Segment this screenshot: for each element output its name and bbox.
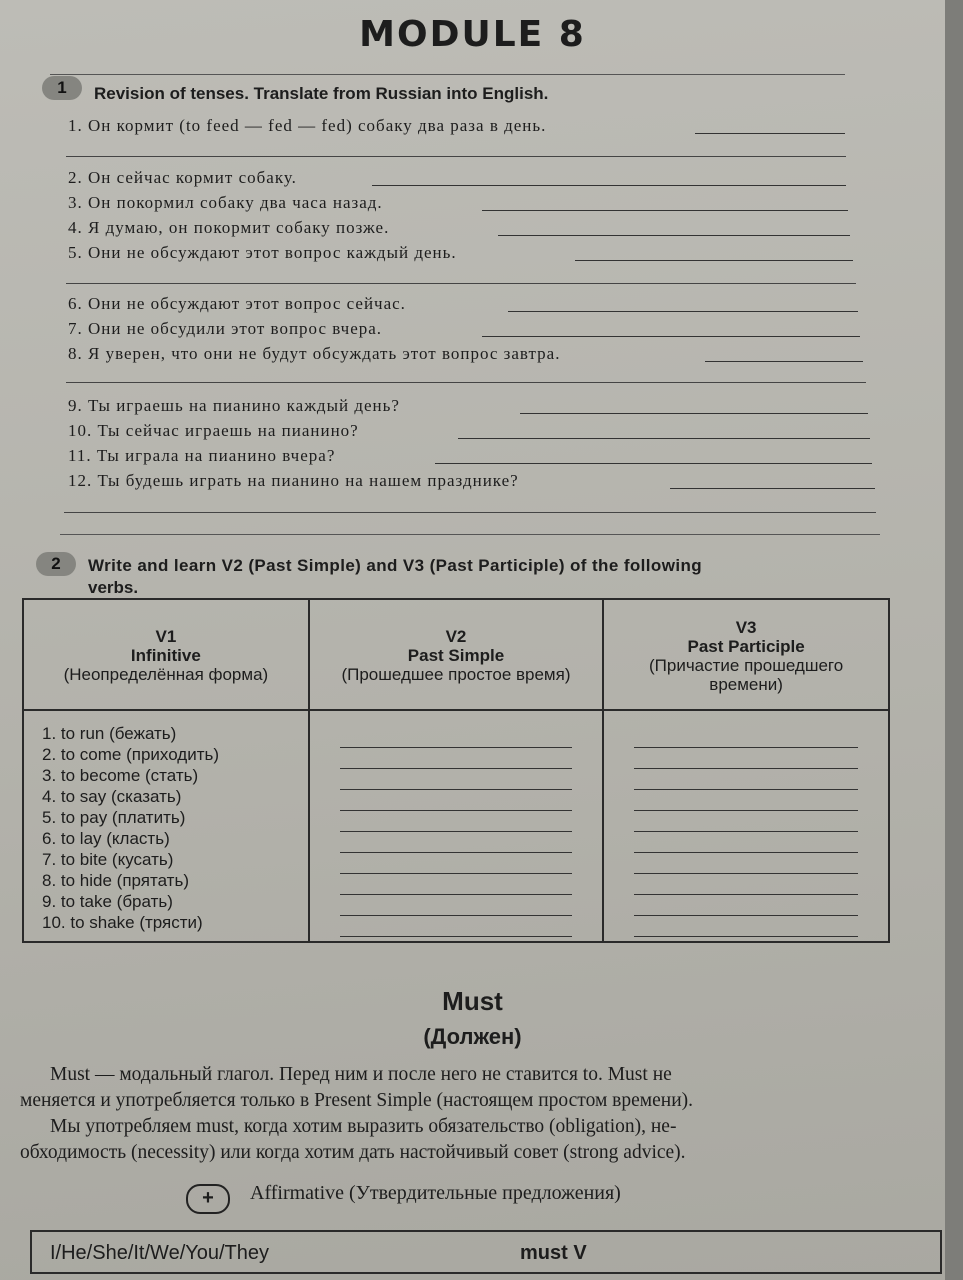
past-participle-column <box>603 710 889 942</box>
v2-blank[interactable] <box>340 811 572 832</box>
v2-blank[interactable] <box>340 916 572 937</box>
title-rule <box>50 74 845 75</box>
sentence-12: 12. Ты будешь играть на пианино на нашем празднике? <box>68 471 519 490</box>
column-v2-title: Past Simple <box>407 646 505 665</box>
answer-line-8[interactable] <box>705 361 863 362</box>
past-simple-column <box>309 710 603 942</box>
infinitive-column <box>23 710 309 942</box>
v3-blank[interactable] <box>634 727 858 748</box>
verb-item: 8. to hide (прятать) <box>42 871 189 890</box>
v3-blank[interactable] <box>634 811 858 832</box>
sentence-5: 5. Они не обсуждают этот вопрос каждый день. <box>68 243 457 262</box>
v3-blank[interactable] <box>634 832 858 853</box>
v3-blank[interactable] <box>634 874 858 895</box>
answer-line-8b[interactable] <box>66 382 866 383</box>
sentence-1: 1. Он кормит (to feed — fed — fed) собаку два раза в день. <box>68 116 547 135</box>
must-subtitle: (Должен) <box>423 1024 522 1049</box>
must-paragraph-1: Must — модальный глагол. Перед ним и после него не ставится to. Must не <box>50 1064 672 1085</box>
answer-line-7[interactable] <box>482 336 860 337</box>
column-v1-translation: (Неопределённая форма) <box>63 665 269 684</box>
verb-item: 10. to shake (трясти) <box>42 913 203 932</box>
verb-item: 4. to say (сказать) <box>42 787 182 806</box>
v2-blank[interactable] <box>340 748 572 769</box>
answer-line-2[interactable] <box>372 185 846 186</box>
answer-line-3[interactable] <box>482 210 848 211</box>
v3-blank[interactable] <box>634 853 858 874</box>
v3-blank[interactable] <box>634 790 858 811</box>
column-v1-symbol: V1 <box>155 627 177 646</box>
column-header-v3 <box>603 599 889 710</box>
column-v1-title: Infinitive <box>130 646 201 665</box>
column-v2-translation: (Прошедшее простое время) <box>341 665 571 684</box>
verb-item: 6. to lay (класть) <box>42 829 170 848</box>
verb-item: 2. to come (приходить) <box>42 745 220 764</box>
exercise-2-number: 2 <box>36 552 76 576</box>
answer-line-9[interactable] <box>520 413 868 414</box>
verb-forms-table <box>22 598 890 943</box>
v2-blank[interactable] <box>340 895 572 916</box>
exercise-2-header <box>36 552 702 599</box>
v2-blank[interactable] <box>340 790 572 811</box>
formula-box <box>30 1230 942 1274</box>
affirmative-label: Affirmative (Утвердительные предложения) <box>250 1182 621 1204</box>
column-header-v2 <box>309 599 603 710</box>
v2-blank[interactable] <box>340 769 572 790</box>
v3-blank[interactable] <box>634 769 858 790</box>
sentence-3: 3. Он покормил собаку два часа назад. <box>68 193 383 212</box>
verb-item: 3. to become (стать) <box>42 766 199 785</box>
answer-line-5b[interactable] <box>66 283 856 284</box>
section-rule <box>60 534 880 535</box>
exercise-1-number: 1 <box>42 76 82 100</box>
must-paragraph-1-cont: меняется и употребляется только в Present Simple (настоящем простом времени). <box>20 1090 694 1111</box>
plus-icon: + <box>186 1184 230 1214</box>
v2-blank[interactable] <box>340 832 572 853</box>
column-v3-symbol: V3 <box>735 617 757 637</box>
answer-line-11[interactable] <box>435 463 872 464</box>
sentence-2: 2. Он сейчас кормит собаку. <box>68 168 297 187</box>
v3-blank[interactable] <box>634 895 858 916</box>
verb-item: 5. to pay (платить) <box>42 808 186 827</box>
exercise-2-instruction-cont: verbs. <box>88 578 139 597</box>
sentence-8: 8. Я уверен, что они не будут обсуждать этот вопрос завтра. <box>68 344 561 363</box>
must-title: Must <box>442 986 503 1016</box>
sentence-11: 11. Ты играла на пианино вчера? <box>68 446 336 465</box>
exercise-1-instruction: Revision of tenses. Translate from Russian into English. <box>94 84 549 103</box>
sentence-10: 10. Ты сейчас играешь на пианино? <box>68 421 359 440</box>
column-header-v1 <box>23 599 309 710</box>
column-v2-symbol: V2 <box>445 627 467 646</box>
must-paragraph-2: Мы употребляем must, когда хотим выразить обязательство (obligation), не- <box>50 1116 677 1137</box>
sentence-4: 4. Я думаю, он покормит собаку позже. <box>68 218 390 237</box>
answer-line-12b[interactable] <box>64 512 876 513</box>
sentence-6: 6. Они не обсуждают этот вопрос сейчас. <box>68 294 406 313</box>
v3-blank[interactable] <box>634 748 858 769</box>
column-v3-translation: (Причастие прошедшего времени) <box>648 655 844 694</box>
v2-blank[interactable] <box>340 874 572 895</box>
table-header-row <box>23 599 889 710</box>
answer-line-1b[interactable] <box>66 156 846 157</box>
formula-verb: must V <box>520 1242 587 1264</box>
answer-line-12[interactable] <box>670 488 875 489</box>
sentence-9: 9. Ты играешь на пианино каждый день? <box>68 396 400 415</box>
answer-line-6[interactable] <box>508 311 858 312</box>
v2-blank[interactable] <box>340 727 572 748</box>
table-body-row <box>23 710 889 942</box>
verb-item: 1. to run (бежать) <box>42 724 177 743</box>
answer-line-5[interactable] <box>575 260 853 261</box>
module-title: MODULE 8 <box>359 14 586 55</box>
sentence-7: 7. Они не обсудили этот вопрос вчера. <box>68 319 383 338</box>
verb-item: 9. to take (брать) <box>42 892 173 911</box>
verb-item: 7. to bite (кусать) <box>42 850 174 869</box>
exercise-1-header <box>42 76 548 105</box>
column-v3-title: Past Participle <box>687 636 805 656</box>
answer-line-10[interactable] <box>458 438 870 439</box>
exercise-2-instruction: Write and learn V2 (Past Simple) and V3 (Past Participle) of the following <box>88 556 703 575</box>
answer-line-1[interactable] <box>695 133 845 134</box>
v3-blank[interactable] <box>634 916 858 937</box>
v2-blank[interactable] <box>340 853 572 874</box>
must-paragraph-2-cont: обходимость (necessity) или когда хотим дать настойчивый совет (strong advice). <box>20 1142 686 1163</box>
answer-line-4[interactable] <box>498 235 850 236</box>
formula-subject: I/He/She/It/We/You/They <box>50 1242 270 1264</box>
